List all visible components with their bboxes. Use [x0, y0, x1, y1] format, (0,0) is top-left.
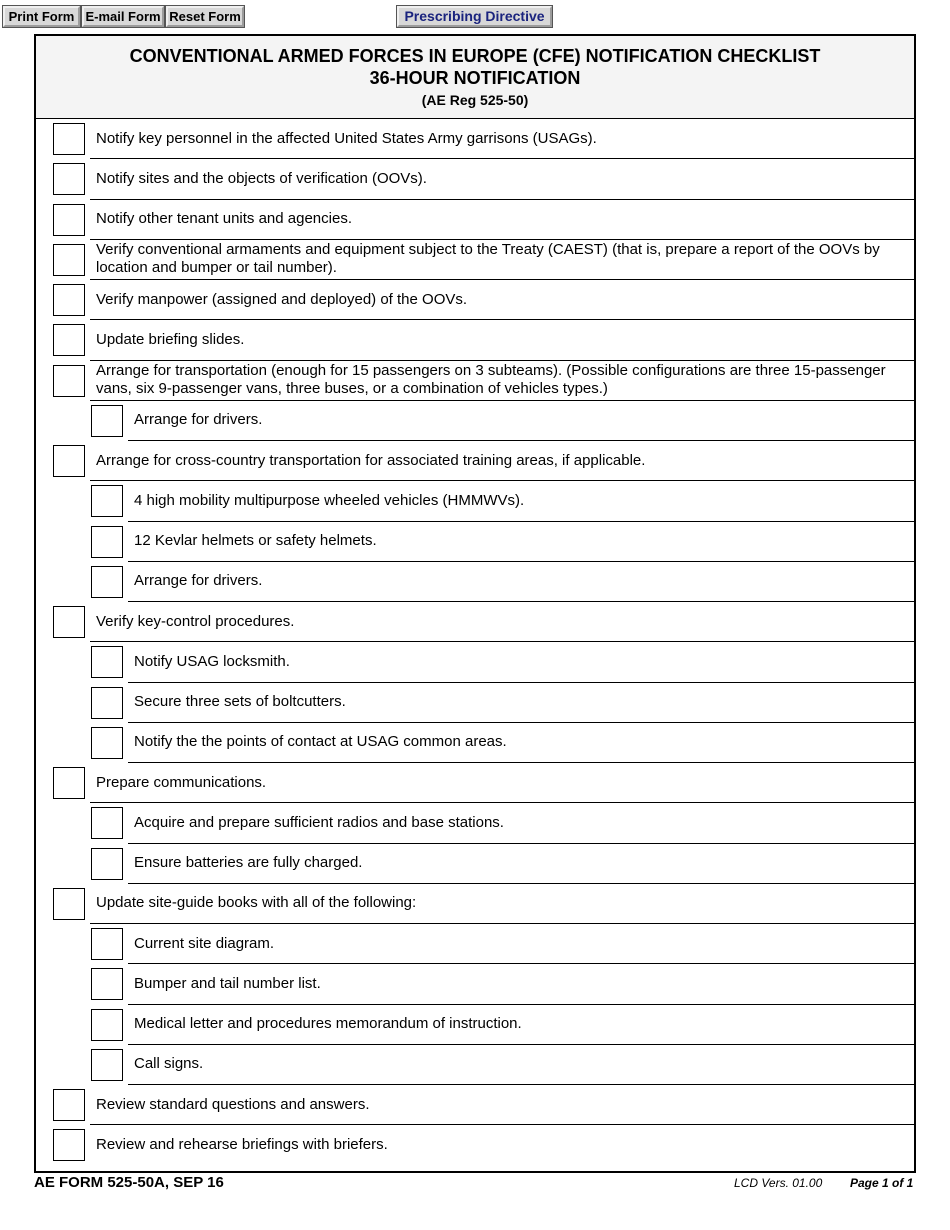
form-header — [36, 36, 914, 119]
checklist-item-label: Bumper and tail number list. — [134, 974, 321, 992]
checklist-subitem — [36, 401, 914, 441]
checkbox[interactable] — [91, 646, 123, 678]
checkbox[interactable] — [91, 526, 123, 558]
print-form-button[interactable]: Print Form — [3, 6, 80, 27]
checklist-form — [34, 34, 916, 1173]
checklist-item-label: Arrange for drivers. — [134, 572, 263, 590]
checklist-subitem — [36, 844, 914, 884]
checkbox[interactable] — [91, 405, 123, 437]
form-number: AE FORM 525-50A, SEP 16 — [34, 1174, 224, 1191]
checklist-subitem — [36, 683, 914, 723]
checkbox[interactable] — [91, 727, 123, 759]
checkbox[interactable] — [91, 968, 123, 1000]
checkbox[interactable] — [91, 1009, 123, 1041]
checklist-subitem — [36, 964, 914, 1004]
checklist-item-label: Notify the the points of contact at USAG common areas. — [134, 733, 507, 751]
checklist-item — [36, 763, 914, 803]
checklist-item — [36, 320, 914, 360]
checklist-item-label: Update site-guide books with all of the following: — [96, 894, 417, 912]
checklist-item-label: Notify USAG locksmith. — [134, 652, 290, 670]
checklist-item — [36, 1125, 914, 1165]
checklist-item-label: Call signs. — [134, 1055, 204, 1073]
checkbox[interactable] — [53, 123, 85, 155]
checklist-item-label: Arrange for cross-country transportation for associated training areas, if applicable. — [96, 451, 646, 469]
form-subtitle: 36-HOUR NOTIFICATION — [369, 68, 581, 88]
checklist-item-label: Prepare communications. — [96, 773, 267, 791]
page-indicator: Page 1 of 1 — [850, 1176, 914, 1190]
checkbox[interactable] — [53, 606, 85, 638]
checklist-subitem — [36, 1005, 914, 1045]
checkbox[interactable] — [53, 1129, 85, 1161]
checklist-item-label: Ensure batteries are fully charged. — [134, 854, 363, 872]
checkbox[interactable] — [91, 485, 123, 517]
checklist-item-label: Notify other tenant units and agencies. — [96, 210, 352, 228]
checklist-item-label: Review standard questions and answers. — [96, 1095, 370, 1113]
checklist-items — [36, 119, 914, 1166]
checkbox[interactable] — [53, 324, 85, 356]
checklist-item-label: Review and rehearse briefings with briefers. — [96, 1135, 388, 1153]
checklist-item — [36, 159, 914, 199]
checkbox[interactable] — [53, 163, 85, 195]
checklist-item-label: Current site diagram. — [134, 934, 275, 952]
checkbox[interactable] — [91, 566, 123, 598]
checklist-subitem — [36, 1045, 914, 1085]
checkbox[interactable] — [53, 767, 85, 799]
checklist-item — [36, 280, 914, 320]
checklist-item-label: Verify conventional armaments and equipment subject to the Treaty (CAEST) (that is, prepare a report of the OOVs by location and bumper or tail number). — [96, 241, 880, 277]
checklist-item-label: Verify manpower (assigned and deployed) of the OOVs. — [96, 290, 468, 308]
checkbox[interactable] — [91, 807, 123, 839]
checklist-subitem — [36, 924, 914, 964]
checkbox[interactable] — [53, 445, 85, 477]
checklist-item — [36, 1085, 914, 1125]
checklist-subitem — [36, 481, 914, 521]
checklist-subitem — [36, 642, 914, 682]
checklist-subitem — [36, 803, 914, 843]
form-title: CONVENTIONAL ARMED FORCES IN EUROPE (CFE) NOTIFICATION CHECKLIST — [129, 46, 821, 66]
checklist-item-label: Verify key-control procedures. — [96, 612, 295, 630]
email-form-button[interactable]: E-mail Form — [82, 6, 164, 27]
checkbox[interactable] — [91, 848, 123, 880]
checklist-item — [36, 119, 914, 159]
checkbox[interactable] — [91, 928, 123, 960]
checkbox[interactable] — [91, 1049, 123, 1081]
checklist-item-label: 4 high mobility multipurpose wheeled vehicles (HMMWVs). — [134, 491, 525, 509]
checklist-item-label: Medical letter and procedures memorandum of instruction. — [134, 1015, 522, 1033]
checklist-item-label: 12 Kevlar helmets or safety helmets. — [134, 532, 377, 550]
checklist-subitem — [36, 723, 914, 763]
version-label: LCD Vers. 01.00 — [734, 1176, 823, 1190]
checklist-item — [36, 884, 914, 924]
checklist-item — [36, 361, 914, 401]
checklist-item — [36, 441, 914, 481]
reset-form-button[interactable]: Reset Form — [166, 6, 244, 27]
checkbox[interactable] — [53, 284, 85, 316]
checklist-item-label: Secure three sets of boltcutters. — [134, 693, 346, 711]
checklist-item-label: Acquire and prepare sufficient radios and base stations. — [134, 813, 504, 831]
checkbox[interactable] — [53, 1089, 85, 1121]
checkbox[interactable] — [53, 244, 85, 276]
checkbox[interactable] — [53, 204, 85, 236]
checkbox[interactable] — [91, 687, 123, 719]
checklist-item — [36, 200, 914, 240]
checklist-item — [36, 602, 914, 642]
checklist-item — [36, 240, 914, 280]
regulation-reference: (AE Reg 525-50) — [421, 92, 529, 108]
checklist-item-label: Update briefing slides. — [96, 330, 245, 348]
checklist-item-label: Notify sites and the objects of verification (OOVs). — [96, 169, 427, 187]
checkbox[interactable] — [53, 365, 85, 397]
checklist-subitem — [36, 522, 914, 562]
checklist-item-label: Notify key personnel in the affected United States Army garrisons (USAGs). — [96, 129, 597, 147]
checkbox[interactable] — [53, 888, 85, 920]
checklist-item-label: Arrange for transportation (enough for 15 passengers on 3 subteams). (Possible configurations are three 15-passenger vans, six 9-passenger vans, three buses, or a combination of vehicles types.) — [96, 362, 886, 398]
prescribing-directive-button[interactable]: Prescribing Directive — [397, 6, 552, 27]
checklist-subitem — [36, 562, 914, 602]
checklist-item-label: Arrange for drivers. — [134, 411, 263, 429]
